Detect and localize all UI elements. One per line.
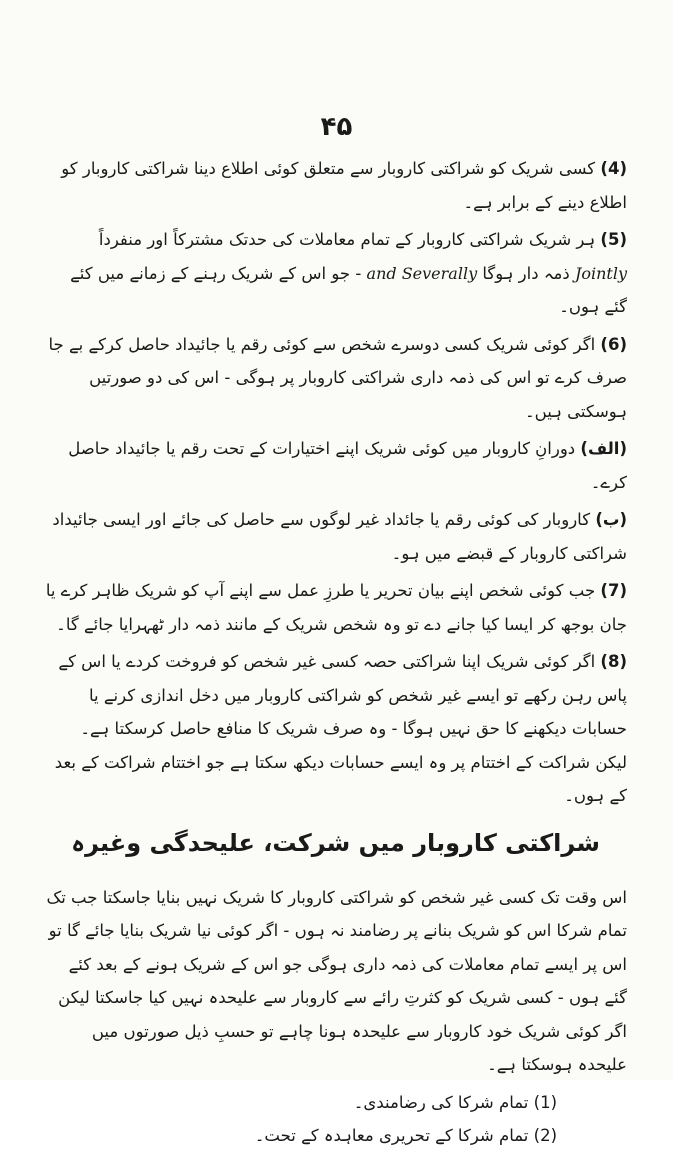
paragraph-text: جب کوئی شخص اپنے بیان تحریر یا طرزِ عمل سے اپنے آپ کو شریک ظاہر کرے یا جان بوجھ کر ایسا کیا جانے دے تو وہ شخص شریک کے مانند ذمہ دار ٹھہرایا جائے گا۔	[45, 581, 627, 634]
paragraph-text: اگر کوئی شریک کسی دوسرے شخص سے کوئی رقم یا جائیداد حاصل کرکے بے جا صرف کرے تو اس کی ذمہ داری شراکتی کاروبار پر ہوگی - اس کی دو صورتیں ہوسکتی ہیں۔	[48, 334, 627, 421]
paragraph-alif	[44, 432, 627, 499]
paragraph-text: کسی شریک کو شراکتی کاروبار سے متعلق کوئی اطلاع دینا شراکتی کاروبار کو اطلاع دینے کے برابر ہے۔	[61, 159, 627, 212]
paragraph-number: (4)	[600, 159, 627, 178]
paragraph-number: (7)	[600, 581, 627, 600]
paragraph-text: ہر شریک شراکتی کاروبار کے تمام معاملات کی حدتک مشترکاً اور منفرداً	[98, 230, 596, 249]
paragraph-5	[44, 223, 627, 324]
list-item	[44, 1086, 627, 1119]
list-item	[44, 1119, 627, 1152]
paragraph-8	[44, 645, 627, 813]
paragraph-text-end: - جو اس کے شریک رہنے کے زمانے میں کئے گئے ہوں۔	[70, 263, 627, 316]
paragraph-number: (8)	[600, 652, 627, 671]
paragraph-number: (5)	[600, 230, 627, 249]
list-item-text: تمام شرکا کے تحریری معاہدہ کے تحت۔	[254, 1125, 529, 1145]
section-body: اس وقت تک کسی غیر شخص کو شراکتی کاروبار کا شریک نہیں بنایا جاسکتا جب تک تمام شرکا اس کو شریک بنانے پر رضامند نہ ہوں - اگر کوئی نیا شریک بنایا جائے گا تو اس پر ایسے تمام معاملات کی ذمہ داری ہوگی جو اس کے شریک ہونے کے بعد کئے گئے ہوں - کسی شریک کو کثرتِ رائے سے کاروبار سے علیحدہ نہیں کیا جاسکتا لیکن اگر کوئی شریک خود کاروبار سے علیحدہ ہونا چاہے تو حسبِ ذیل صورتوں میں علیحدہ ہوسکتا ہے۔	[46, 887, 627, 1074]
paragraph-4	[44, 152, 627, 219]
paragraph-text-continued: ذمہ دار ہوگا	[482, 263, 570, 283]
list-item-number: (2)	[533, 1125, 557, 1145]
section-heading: شراکتی کاروبار میں شرکت، علیحدگی وغیرہ	[71, 828, 600, 857]
page-number: ۴۵	[320, 112, 353, 142]
paragraph-number: (6)	[600, 334, 627, 354]
list-item-number: (1)	[533, 1092, 557, 1112]
list-item-text: تمام شرکا کی رضامندی۔	[353, 1092, 529, 1112]
paragraph-7	[44, 574, 627, 641]
paragraph-number: (ب)	[595, 510, 627, 529]
page-body	[44, 152, 627, 1152]
paragraph-number: (الف)	[580, 439, 627, 458]
english-term-severally: and Severally	[366, 263, 478, 283]
english-term-jointly: Jointly	[574, 263, 627, 283]
paragraph-be	[44, 503, 627, 570]
paragraph-text: دورانِ کاروبار میں کوئی شریک اپنے اختیارات کے تحت رقم یا جائیداد حاصل کرے۔	[68, 439, 627, 492]
paragraph-6	[44, 328, 627, 429]
paragraph-text: کاروبار کی کوئی رقم یا جائداد غیر لوگوں سے حاصل کی جائے اور ایسی جائیداد شراکتی کاروبار کے قبضے میں ہو۔	[52, 510, 627, 563]
paragraph-text: اگر کوئی شریک اپنا شراکتی حصہ کسی غیر شخص کو فروخت کردے یا اس کے پاس رہن رکھے تو ایسے غیر شخص کو شراکتی کاروبار میں دخل اندازی کرنے یا حسابات دیکھنے کا حق نہیں ہوگا - وہ صرف شریک کا منافع حاصل کرسکتا ہے۔ لیکن شراکت کے اختتام پر وہ ایسے حسابات دیکھ سکتا ہے جو اختتام شراکت کے بعد کے ہوں۔	[54, 652, 627, 805]
